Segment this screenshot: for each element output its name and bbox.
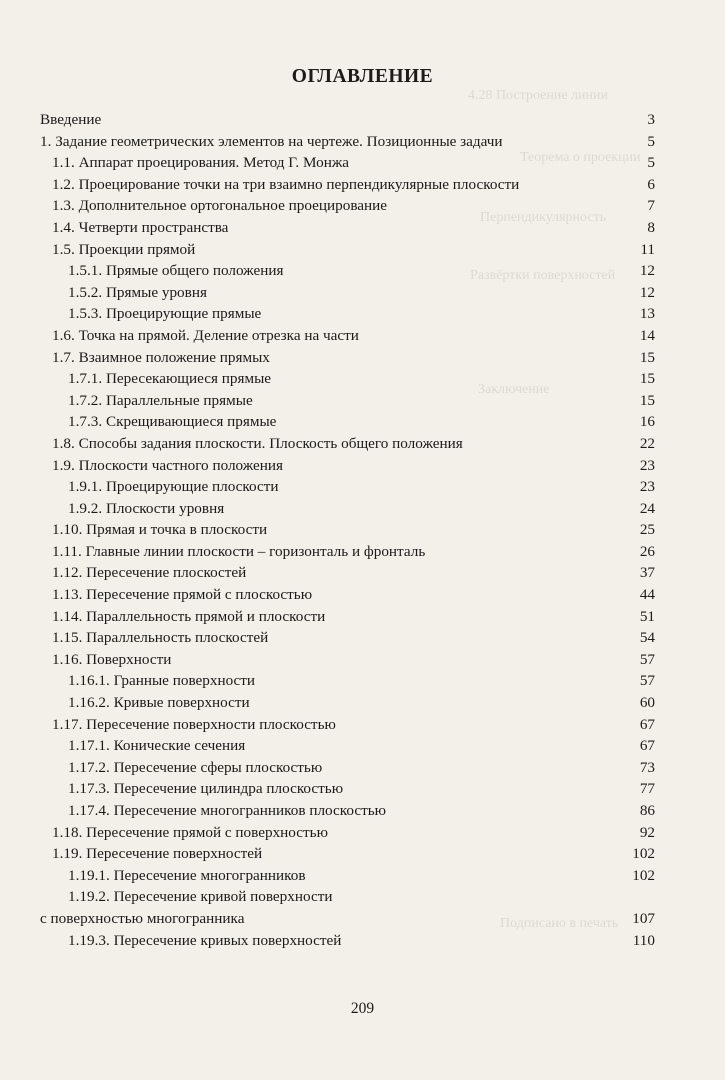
toc-entry-label: 1.8. Способы задания плоскости. Плоскость общего положения: [52, 434, 463, 452]
toc-entry-page: 51: [639, 607, 655, 625]
toc-entry-label: 1.7. Взаимное положение прямых: [52, 348, 270, 366]
toc-entry-1-19-3: [40, 930, 655, 952]
toc-entry-page: 3: [647, 111, 655, 128]
toc-entry-label: 1.7.3. Скрещивающиеся прямые: [68, 413, 277, 431]
toc-entry-1-7-3: [40, 411, 655, 433]
toc-entry-label: 1. Задание геометрических элементов на чертеже. Позиционные задачи: [40, 132, 503, 150]
toc-entry-page: 102: [632, 845, 655, 863]
toc-entry-1-17-2: [40, 757, 655, 779]
toc-entry-label: 1.12. Пересечение плоскостей: [52, 564, 247, 582]
table-of-contents: [40, 109, 655, 951]
toc-entry-label: 1.9.1. Проецирующие плоскости: [68, 478, 279, 496]
toc-entry-label: 1.17.2. Пересечение сферы плоскостью: [68, 758, 323, 776]
toc-entry-page: 15: [639, 348, 655, 366]
toc-entry-page: 54: [639, 629, 655, 647]
toc-entry-label: 1.11. Главные линии плоскости – горизонталь и фронталь: [52, 542, 426, 560]
toc-entry-label: 1.17. Пересечение поверхности плоскостью: [52, 715, 336, 733]
toc-entry-1-16: [40, 649, 655, 671]
toc-entry-page: 15: [639, 391, 655, 409]
toc-entry-page: 77: [639, 780, 655, 798]
toc-entry-label: 1.19.3. Пересечение кривых поверхностей: [68, 931, 342, 949]
toc-entry-1-12: [40, 562, 655, 584]
toc-entry-label: 1.7.1. Пересекающиеся прямые: [68, 370, 272, 388]
toc-entry-page: 12: [639, 283, 655, 301]
toc-entry-1-15: [40, 627, 655, 649]
toc-entry-1-2: [40, 174, 655, 196]
toc-entry-page: 73: [639, 758, 655, 776]
toc-entry-label: 1.16.1. Гранные поверхности: [68, 672, 256, 690]
toc-entry-page: 15: [639, 370, 655, 388]
toc-entry-label: 1.9. Плоскости частного положения: [52, 456, 284, 474]
toc-entry-label: 1.13. Пересечение прямой с плоскостью: [52, 586, 313, 604]
toc-entry-page: 5: [647, 154, 655, 172]
toc-entry-page: 7: [647, 197, 655, 215]
toc-entry-1-17-3: [40, 778, 655, 800]
toc-entry-label: 1.5. Проекции прямой: [52, 240, 196, 258]
toc-entry-label: 1.6. Точка на прямой. Деление отрезка на части: [52, 326, 359, 344]
toc-entry-label: 1.19. Пересечение поверхностей: [52, 845, 263, 863]
toc-entry-label: 1.19.2. Пересечение кривой поверхности: [68, 888, 333, 906]
toc-entry-page: 11: [640, 240, 655, 258]
toc-entry-page: 102: [632, 866, 655, 884]
toc-entry-page: 8: [647, 218, 655, 236]
toc-entry-1-9-1: [40, 476, 655, 498]
toc-entry-1-14: [40, 606, 655, 628]
toc-entry-label: 1.19.1. Пересечение многогранников: [68, 866, 306, 884]
toc-entry-page: 60: [639, 694, 655, 712]
toc-entry-page: 6: [647, 175, 655, 193]
toc-entry-1-4: [40, 217, 655, 239]
toc-entry-1-16-1: [40, 670, 655, 692]
toc-entry-page: 5: [647, 132, 655, 150]
toc-entry-page: 26: [639, 542, 655, 560]
toc-entry-1-8: [40, 433, 655, 455]
page-title: ОГЛАВЛЕНИЕ: [291, 66, 434, 87]
toc-entry-label: 1.17.4. Пересечение многогранников плоскостью: [68, 802, 386, 819]
toc-entry-page: 23: [639, 456, 655, 474]
toc-entry-page: 23: [639, 478, 655, 496]
toc-entry-1-5-2: [40, 282, 655, 304]
toc-entry-label: 1.2. Проецирование точки на три взаимно перпендикулярные плоскости: [52, 175, 520, 193]
toc-entry-page: 57: [639, 672, 655, 690]
page-number: 209: [350, 1000, 375, 1017]
toc-entry-label: с поверхностью многогранника: [40, 909, 245, 927]
toc-entry-label: 1.10. Прямая и точка в плоскости: [52, 521, 268, 539]
toc-entry-page: 107: [632, 909, 655, 927]
toc-entry-page: 92: [639, 823, 655, 841]
toc-entry-1-13: [40, 584, 655, 606]
toc-entry-label: Введение: [40, 111, 102, 128]
toc-entry-page: 57: [639, 650, 655, 668]
toc-entry-label: 1.16.2. Кривые поверхности: [68, 694, 250, 712]
toc-entry-page: 110: [632, 931, 655, 949]
toc-entry-1-17-4: [40, 800, 655, 822]
toc-entry-page: 86: [639, 802, 655, 819]
toc-entry-label: 1.14. Параллельность прямой и плоскости: [52, 607, 326, 625]
toc-entry-1-11: [40, 541, 655, 563]
toc-entry-1-7-2: [40, 390, 655, 412]
toc-entry-1-7: [40, 347, 655, 369]
toc-entry-label: 1.5.1. Прямые общего положения: [68, 262, 284, 280]
toc-entry-1-3: [40, 195, 655, 217]
toc-entry-page: 16: [639, 413, 655, 431]
toc-entry-label: 1.5.2. Прямые уровня: [68, 283, 207, 301]
toc-entry-label: 1.4. Четверти пространства: [52, 218, 229, 236]
toc-entry-1-5: [40, 239, 655, 261]
toc-entry-page: 44: [639, 586, 655, 604]
toc-entry-label: 1.18. Пересечение прямой с поверхностью: [52, 823, 328, 841]
toc-entry-1-10: [40, 519, 655, 541]
toc-entry-page: 22: [639, 434, 655, 452]
toc-entry-1-5-3: [40, 303, 655, 325]
toc-entry-1-6: [40, 325, 655, 347]
toc-entry-1-16-2: [40, 692, 655, 714]
toc-entry-page: 13: [639, 305, 655, 323]
toc-entry-page: 14: [639, 326, 655, 344]
toc-entry-label: 1.17.1. Конические сечения: [68, 737, 246, 755]
toc-entry-1-19: [40, 843, 655, 865]
toc-entry-1-19-1: [40, 865, 655, 887]
toc-entry-label: 1.5.3. Проецирующие прямые: [68, 305, 262, 323]
toc-entry-label: 1.15. Параллельность плоскостей: [52, 629, 269, 647]
toc-entry-page: 67: [639, 737, 655, 755]
toc-entry-1-18: [40, 822, 655, 844]
toc-entry-1-5-1: [40, 260, 655, 282]
toc-entry-label: 1.1. Аппарат проецирования. Метод Г. Монжа: [52, 154, 350, 172]
toc-entry-page: 67: [639, 715, 655, 733]
toc-entry-1: [40, 131, 655, 153]
toc-entry-1-9: [40, 455, 655, 477]
toc-entry-1-17: [40, 714, 655, 736]
toc-entry-page: 25: [639, 521, 655, 539]
toc-entry-label: 1.17.3. Пересечение цилиндра плоскостью: [68, 780, 344, 798]
toc-entry-1-19-2: [40, 886, 655, 908]
toc-entry-page: 12: [639, 262, 655, 280]
toc-entry-1-17-1: [40, 735, 655, 757]
toc-entry-label: 1.7.2. Параллельные прямые: [68, 391, 253, 409]
toc-entry-1-9-2: [40, 498, 655, 520]
toc-entry-label: 1.3. Дополнительное ортогональное проецирование: [52, 197, 388, 215]
toc-entry-intro: [40, 109, 655, 131]
toc-entry-label: 1.16. Поверхности: [52, 650, 172, 668]
toc-entry-1-19-2-cont: [40, 908, 655, 930]
toc-entry-label: 1.9.2. Плоскости уровня: [68, 499, 225, 517]
toc-entry-page: 24: [639, 499, 655, 517]
toc-entry-1-1: [40, 152, 655, 174]
book-page: 4.28 Построение линии Теорема о проекции Перпендикулярность Развёртки поверхностей Заключение Подписано в печать ОГЛАВЛЕНИЕ Введение 3 1. Задание геометрических элементов на чертеже. Позиционные задачи 5 1.1. Аппарат проецирования. Метод Г. Монжа 5 1.2. Проецирование точки на три взаимно перпендикулярные плоскости 6 1.3. Дополнительное ортогональное проецирование 7 1.4. Четверти пространства 8 1.5. Проекции прямой 11 1.5.1. Прямые общего положения 12 1.5.2. Прямые уровня 12 1.5.3. Проецирующие прямые 13 1.6. Точка на прямой. Деление отрезка на части 14 1.7. Взаимное положение прямых 15 1.7.1. Пересекающиеся прямые 15 1.7.2. Параллельные прямые 15 1.7.3. Скрещивающиеся прямые 16 1.8. Способы задания плоскости. Плоскость общего положения 22 1.9. Плоскости частного положения 23 1.9.1. Проецирующие плоскости 23 1.9.2. Плоскости уровня 24 1.10. Прямая и точка в плоскости 25 1.11. Главные линии плоскости – горизонталь и фронталь 26 1.12. Пересечение плоскостей 37 1.13. Пересечение прямой с плоскостью 44 1.14. Параллельность прямой и плоскости 51 1.15. Параллельность плоскостей 54 1.16. Поверхности 57 1.16.1. Гранные поверхности 57 1.16.2. Кривые поверхности 60 1.17. Пересечение поверхности плоскостью 67 1.17.1. Конические сечения 67 1.17.2. Пересечение сферы плоскостью 73 1.17.3. Пересечение цилиндра плоскостью 77 1.17.4. Пересечение многогранников плоскостью 86 1.18. Пересечение прямой с поверхностью 92 1.19. Пересечение поверхностей 102 1.19.1. Пересечение многогранников 102 1.19.2. Пересечение кривой поверхности с поверхностью многогранника 107 1.19.3. Пересечение кривых поверхностей 110 209: [0, 0, 725, 1080]
toc-entry-page: 37: [639, 564, 655, 582]
toc-entry-1-7-1: [40, 368, 655, 390]
